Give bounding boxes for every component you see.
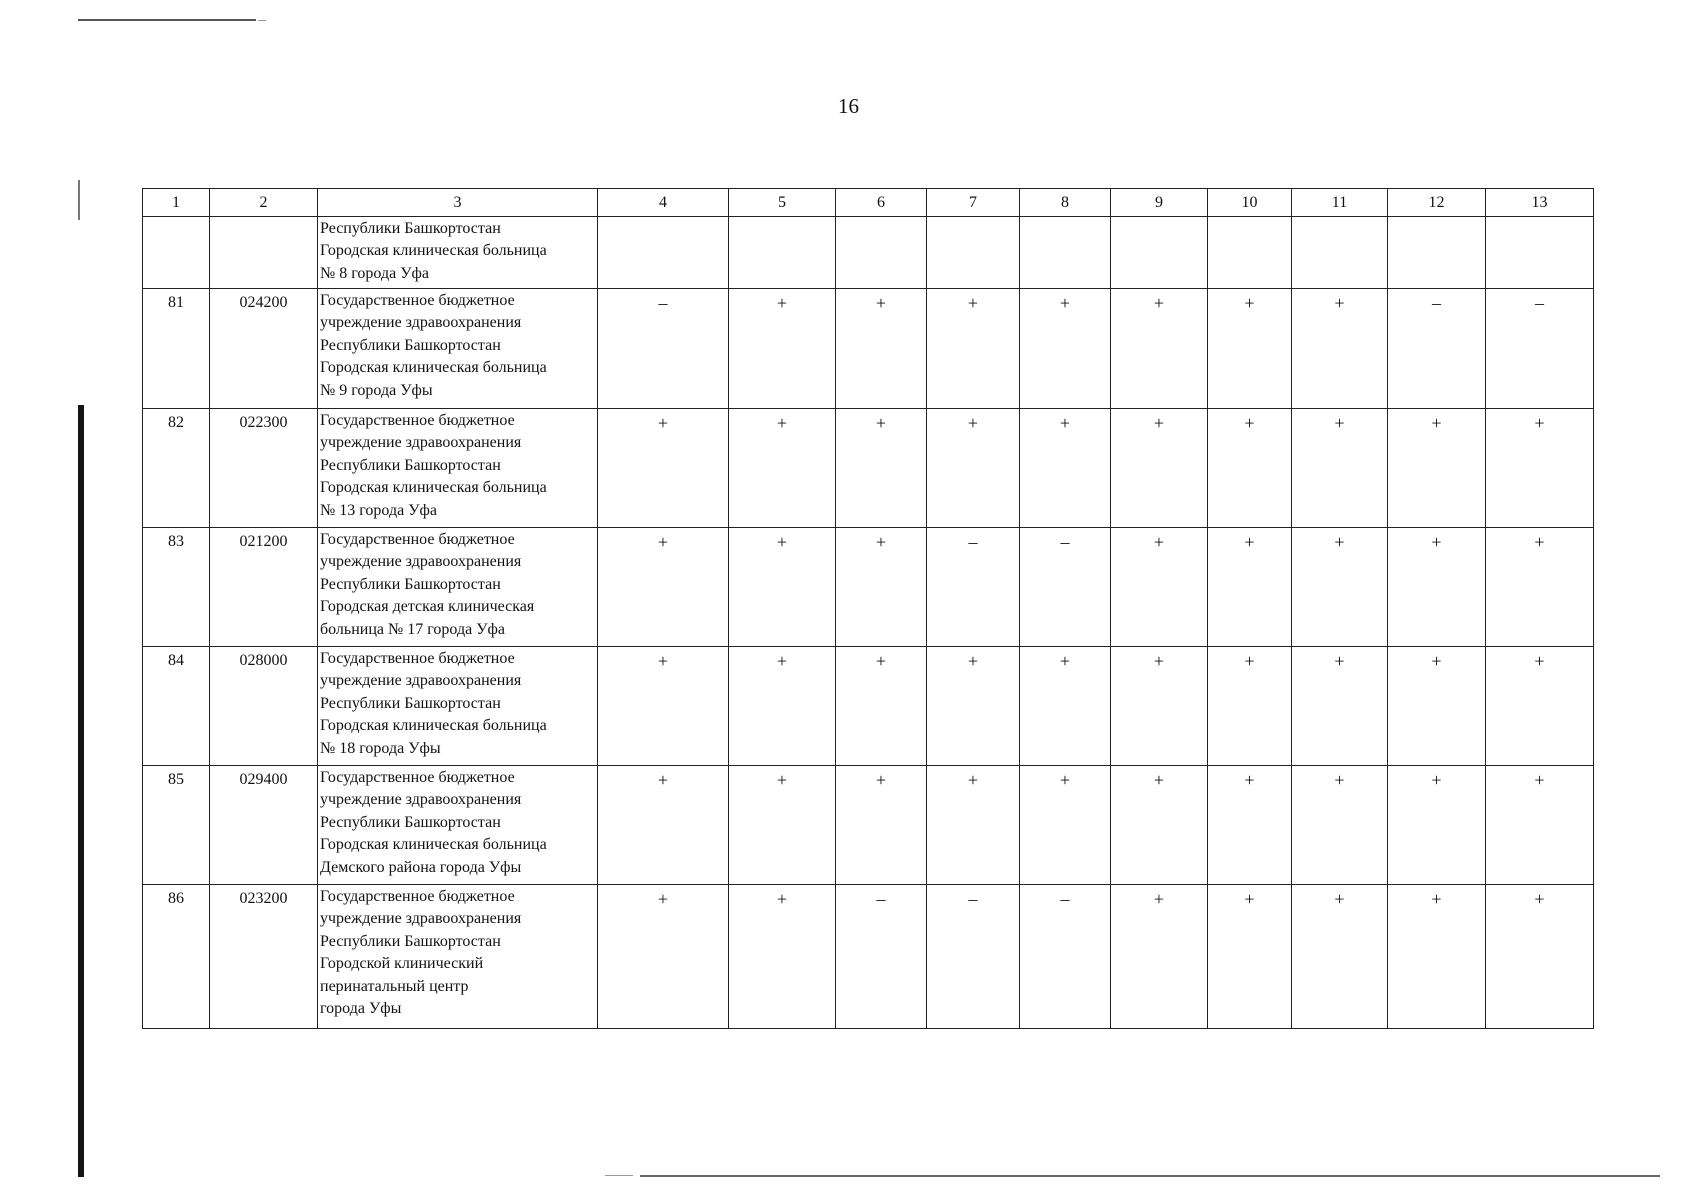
institution-name-cell: Государственное бюджетное учреждение здравоохранения Республики Башкортостан Городская клиническая больница Демского района города Уфы [318,766,598,885]
column-header: 3 [318,189,598,217]
service-mark-cell: + [836,766,927,885]
service-mark-cell [1292,217,1388,289]
service-mark-cell: + [729,647,836,766]
service-mark-cell: + [1388,766,1486,885]
service-mark-cell: + [1208,647,1292,766]
service-mark-cell: – [1388,289,1486,409]
service-mark-cell: + [836,647,927,766]
column-header: 13 [1486,189,1594,217]
service-mark-cell: + [1388,885,1486,1029]
service-mark-cell [729,217,836,289]
scan-artifact-top-line [78,19,256,21]
row-number-cell [143,217,210,289]
service-mark-cell [1388,217,1486,289]
service-mark-cell: + [1020,766,1111,885]
scan-artifact-bottom-line [640,1175,1660,1177]
hospital-services-table [142,188,1594,1029]
service-mark-cell: + [927,409,1020,528]
service-mark-cell: + [1208,409,1292,528]
table-row [143,409,1594,528]
service-mark-cell: + [1388,647,1486,766]
service-mark-cell [836,217,927,289]
institution-name-cell: Государственное бюджетное учреждение здравоохранения Республики Башкортостан Городская клиническая больница № 18 города Уфы [318,647,598,766]
service-mark-cell: + [598,885,729,1029]
service-mark-cell [1486,217,1594,289]
service-mark-cell: + [598,528,729,647]
service-mark-cell [1111,217,1208,289]
institution-code-cell: 022300 [210,409,318,528]
service-mark-cell: + [1388,409,1486,528]
service-mark-cell: + [1292,528,1388,647]
service-mark-cell: + [836,289,927,409]
service-mark-cell: + [729,409,836,528]
row-number-cell: 84 [143,647,210,766]
service-mark-cell: + [1020,409,1111,528]
institution-name-cell: Республики Башкортостан Городская клиническая больница № 8 города Уфа [318,217,598,289]
scan-artifact-left-mark [78,180,80,220]
service-mark-cell: + [1486,766,1594,885]
service-mark-cell: + [1208,885,1292,1029]
service-mark-cell: + [1292,647,1388,766]
table-row [143,885,1594,1029]
service-mark-cell: + [1020,647,1111,766]
service-mark-cell: + [1388,528,1486,647]
service-mark-cell: + [1486,647,1594,766]
service-mark-cell: + [1486,528,1594,647]
service-mark-cell: + [1486,885,1594,1029]
institution-code-cell: 021200 [210,528,318,647]
scan-artifact-bottom-dots [605,1175,633,1176]
service-mark-cell: + [729,885,836,1029]
column-header: 11 [1292,189,1388,217]
service-mark-cell: + [1208,766,1292,885]
service-mark-cell: + [836,528,927,647]
scan-artifact-top-dot [258,20,266,21]
service-mark-cell [1208,217,1292,289]
column-header: 5 [729,189,836,217]
service-mark-cell: + [1208,528,1292,647]
service-mark-cell: + [729,528,836,647]
institution-name-cell: Государственное бюджетное учреждение здравоохранения Республики Башкортостан Городская клиническая больница № 9 города Уфы [318,289,598,409]
institution-name-cell: Государственное бюджетное учреждение здравоохранения Республики Башкортостан Городская клиническая больница № 13 города Уфа [318,409,598,528]
service-mark-cell: + [729,289,836,409]
institution-name-cell: Государственное бюджетное учреждение здравоохранения Республики Башкортостан Городская детская клиническая больница № 17 города Уфа [318,528,598,647]
service-mark-cell: + [1111,885,1208,1029]
column-header: 1 [143,189,210,217]
service-mark-cell: + [927,289,1020,409]
table-row [143,289,1594,409]
row-number-cell: 82 [143,409,210,528]
institution-code-cell: 023200 [210,885,318,1029]
scan-artifact-left-bar [78,405,84,1177]
row-number-cell: 81 [143,289,210,409]
column-header: 8 [1020,189,1111,217]
column-header: 2 [210,189,318,217]
service-mark-cell: + [1292,409,1388,528]
table-row [143,528,1594,647]
service-mark-cell [598,217,729,289]
service-mark-cell: + [598,647,729,766]
service-mark-cell: + [598,766,729,885]
service-mark-cell: – [927,885,1020,1029]
service-mark-cell: + [1020,289,1111,409]
service-mark-cell: + [927,766,1020,885]
service-mark-cell: + [1292,289,1388,409]
service-mark-cell: – [1486,289,1594,409]
table-header-row [143,189,1594,217]
service-mark-cell: – [836,885,927,1029]
institution-code-cell: 024200 [210,289,318,409]
service-mark-cell [1020,217,1111,289]
column-header: 9 [1111,189,1208,217]
table-row [143,647,1594,766]
service-mark-cell: + [1111,766,1208,885]
service-mark-cell [927,217,1020,289]
service-mark-cell: + [1486,409,1594,528]
institution-name-cell: Государственное бюджетное учреждение здравоохранения Республики Башкортостан Городской клинический перинатальный центр города Уфы [318,885,598,1029]
service-mark-cell: + [1111,647,1208,766]
service-mark-cell: + [1292,766,1388,885]
service-mark-cell: – [1020,885,1111,1029]
column-header: 4 [598,189,729,217]
column-header: 10 [1208,189,1292,217]
service-mark-cell: + [1208,289,1292,409]
table-row [143,766,1594,885]
institution-code-cell: 029400 [210,766,318,885]
service-mark-cell: + [836,409,927,528]
institution-code-cell: 028000 [210,647,318,766]
service-mark-cell: – [927,528,1020,647]
service-mark-cell: – [598,289,729,409]
row-number-cell: 85 [143,766,210,885]
service-mark-cell: + [598,409,729,528]
service-mark-cell: + [1111,289,1208,409]
row-number-cell: 83 [143,528,210,647]
service-mark-cell: + [1292,885,1388,1029]
column-header: 6 [836,189,927,217]
service-mark-cell: + [1111,409,1208,528]
table-row [143,217,1594,289]
service-mark-cell: + [1111,528,1208,647]
institution-code-cell [210,217,318,289]
service-mark-cell: + [927,647,1020,766]
service-mark-cell: – [1020,528,1111,647]
row-number-cell: 86 [143,885,210,1029]
column-header: 12 [1388,189,1486,217]
page-number: 16 [838,94,859,118]
column-header: 7 [927,189,1020,217]
service-mark-cell: + [729,766,836,885]
